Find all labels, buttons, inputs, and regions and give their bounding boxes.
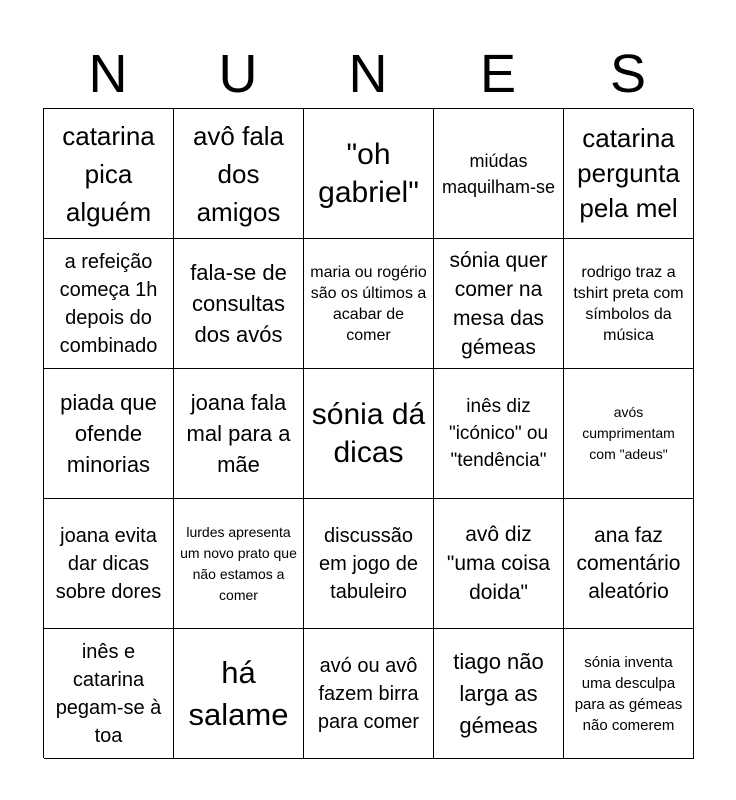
header-letter-u: U: [218, 44, 258, 104]
bingo-cell-text: avó ou avô fazem birra para comer: [317, 654, 420, 733]
bingo-cell[interactable]: [434, 369, 564, 499]
bingo-cell[interactable]: [44, 629, 174, 759]
bingo-cell-text: "oh gabriel": [318, 137, 419, 209]
header-letter-n-2: N: [348, 44, 388, 104]
bingo-cell[interactable]: [564, 499, 694, 629]
bingo-cell[interactable]: [44, 369, 174, 499]
bingo-cell[interactable]: [304, 239, 434, 369]
bingo-cell[interactable]: [434, 239, 564, 369]
bingo-cell-text: há salame: [188, 654, 289, 732]
bingo-cell[interactable]: [44, 239, 174, 369]
bingo-cell-text: a refeição começa 1h depois do combinado: [59, 250, 158, 357]
bingo-cell[interactable]: [564, 109, 694, 239]
bingo-cell[interactable]: [174, 499, 304, 629]
bingo-cell[interactable]: [564, 369, 694, 499]
bingo-cell[interactable]: [44, 499, 174, 629]
bingo-cell-text: maria ou rogério são os últimos a acabar de comer: [310, 263, 427, 344]
header-letter-s: S: [609, 44, 647, 104]
bingo-cell-text: inês diz "icónico" ou "tendência": [448, 396, 549, 471]
bingo-cell-text: rodrigo traz a tshirt preta com símbolos da música: [573, 263, 684, 344]
bingo-cell[interactable]: [564, 239, 694, 369]
bingo-cell-text: sónia inventa uma desculpa para as gémeas não comerem: [574, 653, 683, 734]
bingo-header: [43, 40, 693, 108]
bingo-cell[interactable]: [564, 629, 694, 759]
bingo-cell-text: joana evita dar dicas sobre dores: [55, 524, 162, 603]
bingo-cell-text: avô diz "uma coisa doida": [446, 523, 551, 604]
bingo-cell-text: ana faz comentário aleatório: [576, 523, 681, 603]
header-letter-e: E: [479, 44, 517, 104]
bingo-cell[interactable]: [174, 239, 304, 369]
bingo-cell-text: inês e catarina pegam-se à toa: [55, 640, 162, 747]
bingo-cell-text: sónia dá dicas: [311, 397, 426, 469]
header-letter-n: N: [88, 44, 128, 104]
bingo-cell-text: discussão em jogo de tabuleiro: [319, 524, 418, 603]
bingo-cell[interactable]: [44, 109, 174, 239]
bingo-cell[interactable]: [304, 369, 434, 499]
bingo-cell[interactable]: [304, 499, 434, 629]
bingo-cell-text: sónia quer comer na mesa das gémeas: [449, 248, 548, 359]
bingo-cell-text: joana fala mal para a mãe: [186, 390, 291, 477]
bingo-cell-text: miúdas maquilham-se: [441, 150, 556, 197]
bingo-cell-text: catarina pica alguém: [62, 120, 155, 227]
bingo-cell[interactable]: [174, 629, 304, 759]
bingo-cell-text: lurdes apresenta um novo prato que não estamos a comer: [180, 523, 297, 603]
bingo-cell[interactable]: [304, 109, 434, 239]
bingo-cell[interactable]: [174, 109, 304, 239]
bingo-cell-text: avô fala dos amigos: [192, 120, 285, 227]
bingo-cell-text: avós cumprimentam com "adeus": [582, 404, 675, 462]
bingo-cell[interactable]: [304, 629, 434, 759]
bingo-cell[interactable]: [174, 369, 304, 499]
bingo-cell-text: piada que ofende minorias: [60, 390, 157, 477]
bingo-cell-text: catarina pergunta pela mel: [577, 123, 680, 223]
bingo-cell[interactable]: [434, 109, 564, 239]
bingo-cell-text: tiago não larga as gémeas: [453, 648, 544, 738]
bingo-board: [43, 108, 693, 758]
bingo-cell[interactable]: [434, 499, 564, 629]
bingo-cell-text: fala-se de consultas dos avós: [190, 260, 287, 347]
bingo-cell[interactable]: [434, 629, 564, 759]
